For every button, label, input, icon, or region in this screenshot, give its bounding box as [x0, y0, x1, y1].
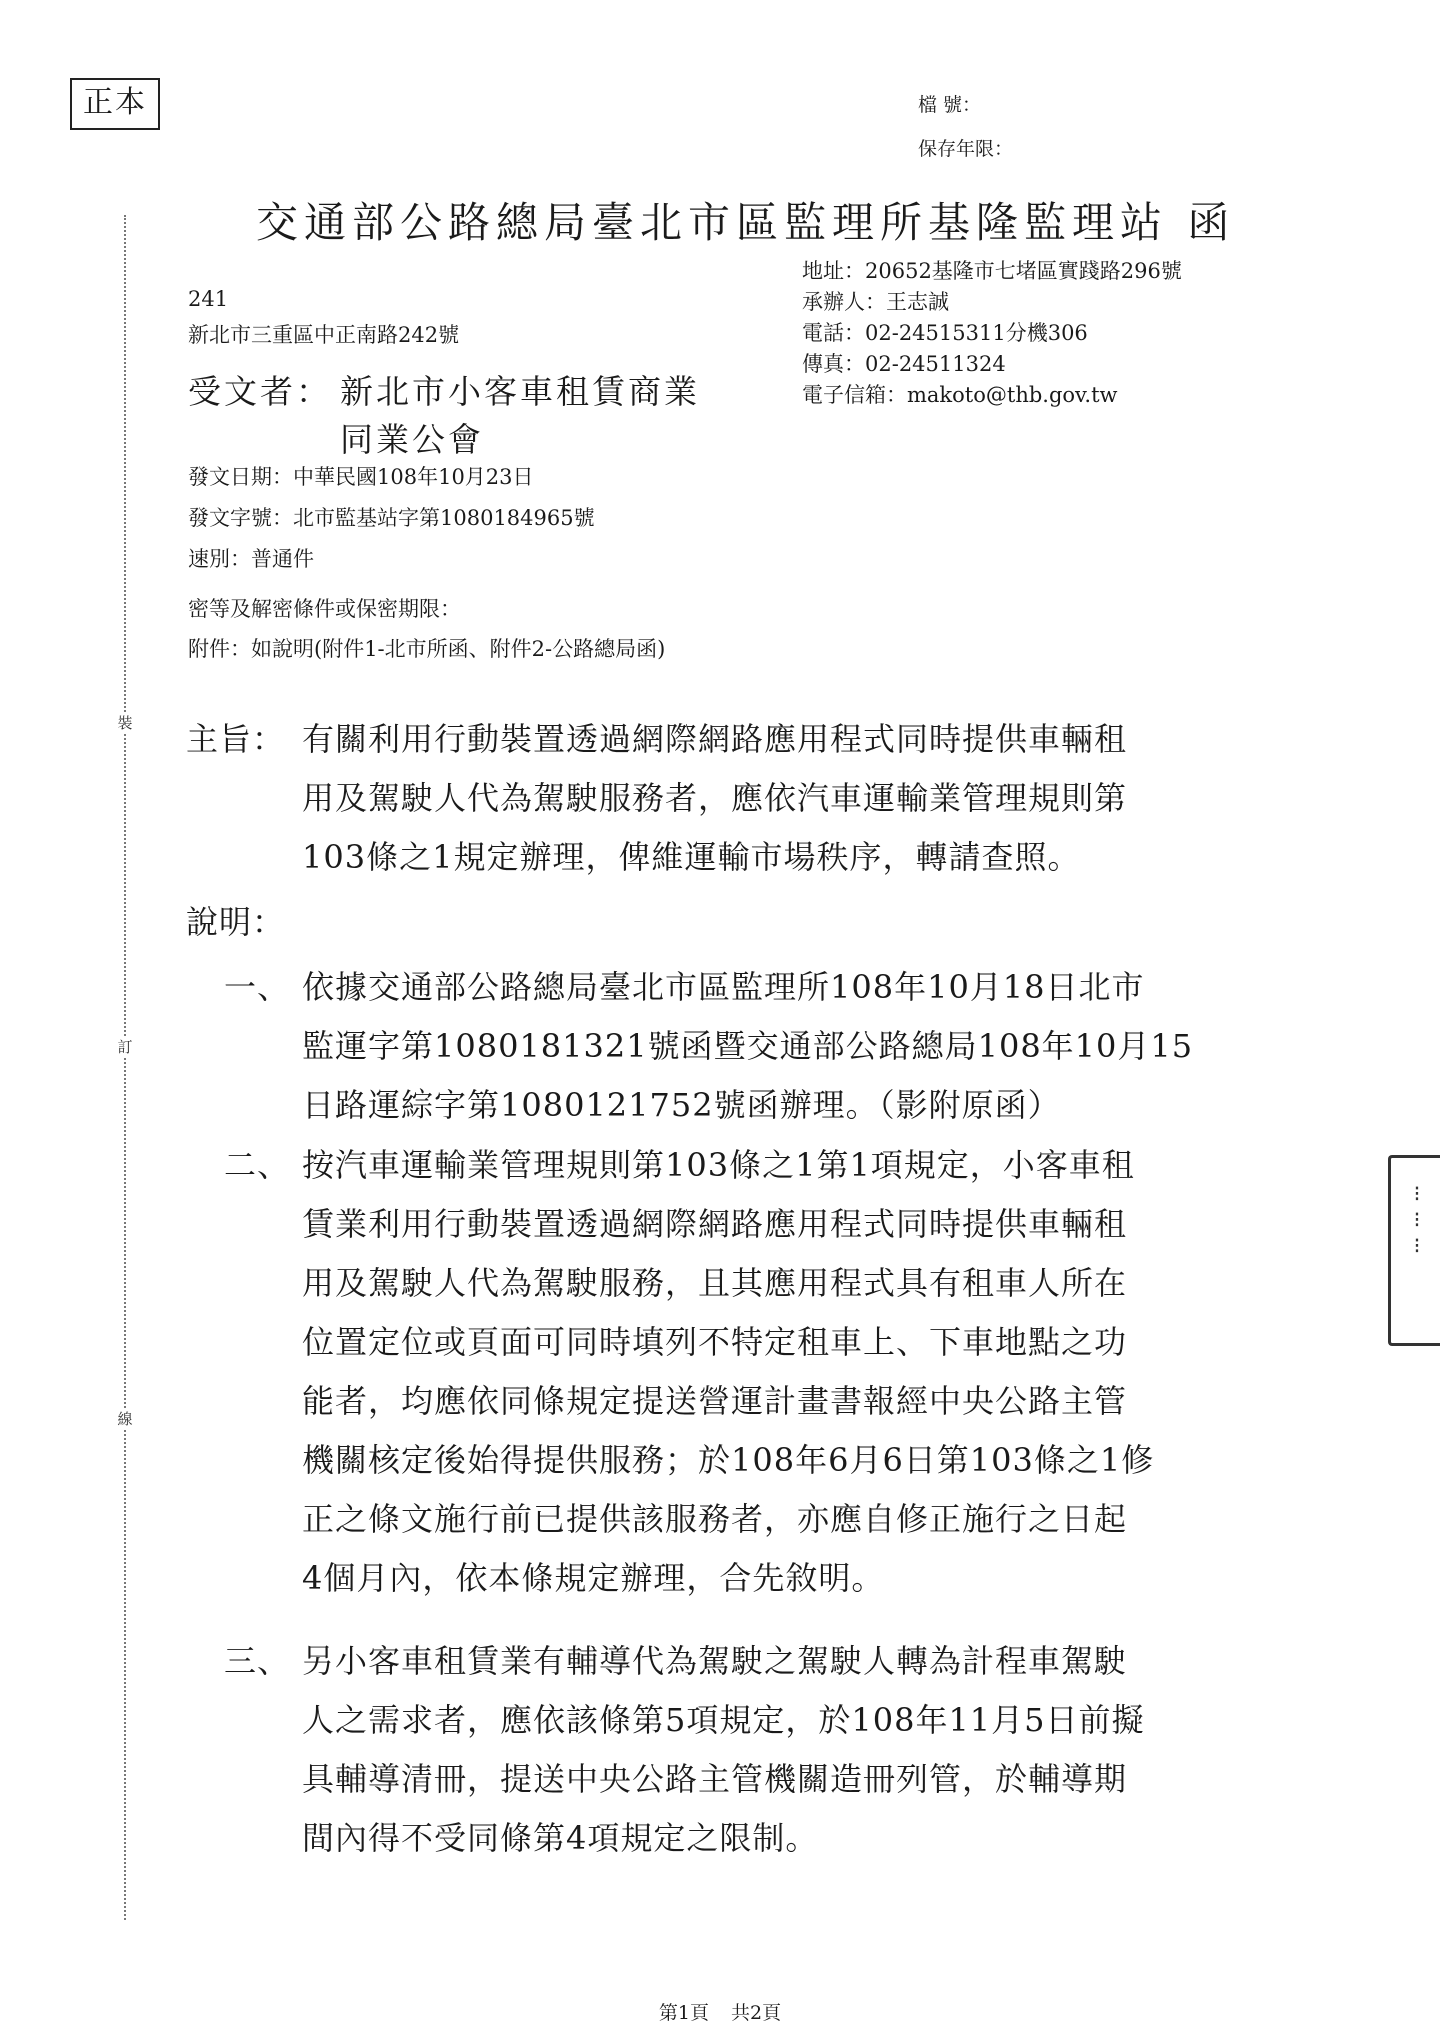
recipient-postcode: 241	[188, 287, 229, 311]
item-marker: 二、	[224, 1146, 291, 1184]
sender-handler: 承辦人：王志誠	[802, 290, 949, 314]
binding-line	[124, 215, 126, 1920]
subject-line: 有關利用行動裝置透過網際網路應用程式同時提供車輛租	[302, 720, 1128, 758]
item-line: 依據交通部公路總局臺北市區監理所108年10月18日北市	[302, 968, 1145, 1006]
item-line: 用及駕駛人代為駕駛服務，且其應用程式具有租車人所在	[302, 1264, 1128, 1302]
gutter-mark-line: 線	[114, 1408, 136, 1429]
recipient-label: 受文者：	[188, 372, 332, 411]
original-copy-stamp: 正本	[70, 78, 160, 130]
subject-label: 主旨：	[186, 720, 286, 758]
item-marker: 三、	[224, 1642, 291, 1680]
clip-scribble-icon: ⁝ ⁝ ⁝	[1413, 1182, 1421, 1259]
subject-line: 103條之1規定辦理，俾維運輸市場秩序，轉請查照。	[302, 838, 1081, 876]
item-line: 位置定位或頁面可同時填列不特定租車上、下車地點之功	[302, 1323, 1128, 1361]
page-footer	[0, 1998, 1440, 2025]
item-line: 具輔導清冊，提送中央公路主管機關造冊列管，於輔導期	[302, 1760, 1128, 1798]
page-current: 第1頁	[658, 2002, 709, 2024]
sender-address: 地址：20652基隆市七堵區實踐路296號	[802, 259, 1182, 283]
retention-period-label: 保存年限：	[918, 138, 1014, 160]
item-line: 另小客車租賃業有輔導代為駕駛之駕駛人轉為計程車駕駛	[302, 1642, 1128, 1680]
gutter-mark-staple: 訂	[114, 1036, 136, 1057]
item-line: 日路運綜字第1080121752號函辦理。（影附原函）	[302, 1086, 1061, 1124]
item-line: 賃業利用行動裝置透過網際網路應用程式同時提供車輛租	[302, 1205, 1128, 1243]
recipient-name-line1: 新北市小客車租賃商業	[340, 372, 700, 411]
item-line: 4個月內，依本條規定辦理，合先敘明。	[302, 1559, 885, 1597]
document-number: 發文字號：北市監基站字第1080184965號	[188, 506, 595, 530]
confidentiality: 密等及解密條件或保密期限：	[188, 597, 461, 621]
explanation-label: 說明：	[186, 903, 286, 941]
item-line: 監運字第1080181321號函暨交通部公路總局108年10月15	[302, 1027, 1194, 1065]
item-marker: 一、	[224, 968, 291, 1006]
item-line: 機關核定後始得提供服務；於108年6月6日第103條之1修	[302, 1441, 1155, 1479]
priority: 速別：普通件	[188, 547, 314, 571]
subject-line: 用及駕駛人代為駕駛服務者，應依汽車運輸業管理規則第	[302, 779, 1128, 817]
item-line: 能者，均應依同條規定提送營運計畫書報經中央公路主管	[302, 1382, 1128, 1420]
gutter-mark-bind: 裝	[114, 712, 136, 733]
file-number-label: 檔 號：	[918, 94, 982, 116]
sender-fax: 傳真：02-24511324	[802, 352, 1006, 376]
page-total: 共2頁	[731, 2002, 782, 2024]
item-line: 人之需求者，應依該條第5項規定，於108年11月5日前擬	[302, 1701, 1145, 1739]
recipient-address: 新北市三重區中正南路242號	[188, 323, 460, 347]
sender-email: 電子信箱：makoto@thb.gov.tw	[802, 383, 1118, 407]
attachment: 附件：如說明(附件1-北市所函、附件2-公路總局函)	[188, 637, 666, 661]
sender-phone: 電話：02-24515311分機306	[802, 321, 1088, 345]
item-line: 按汽車運輸業管理規則第103條之1第1項規定，小客車租	[302, 1146, 1135, 1184]
issue-date: 發文日期：中華民國108年10月23日	[188, 465, 534, 489]
item-line: 間內得不受同條第4項規定之限制。	[302, 1819, 819, 1857]
item-line: 正之條文施行前已提供該服務者，亦應自修正施行之日起	[302, 1500, 1128, 1538]
recipient-name-line2: 同業公會	[340, 420, 484, 459]
document-title: 交通部公路總局臺北市區監理所基隆監理站 函	[256, 198, 1236, 247]
